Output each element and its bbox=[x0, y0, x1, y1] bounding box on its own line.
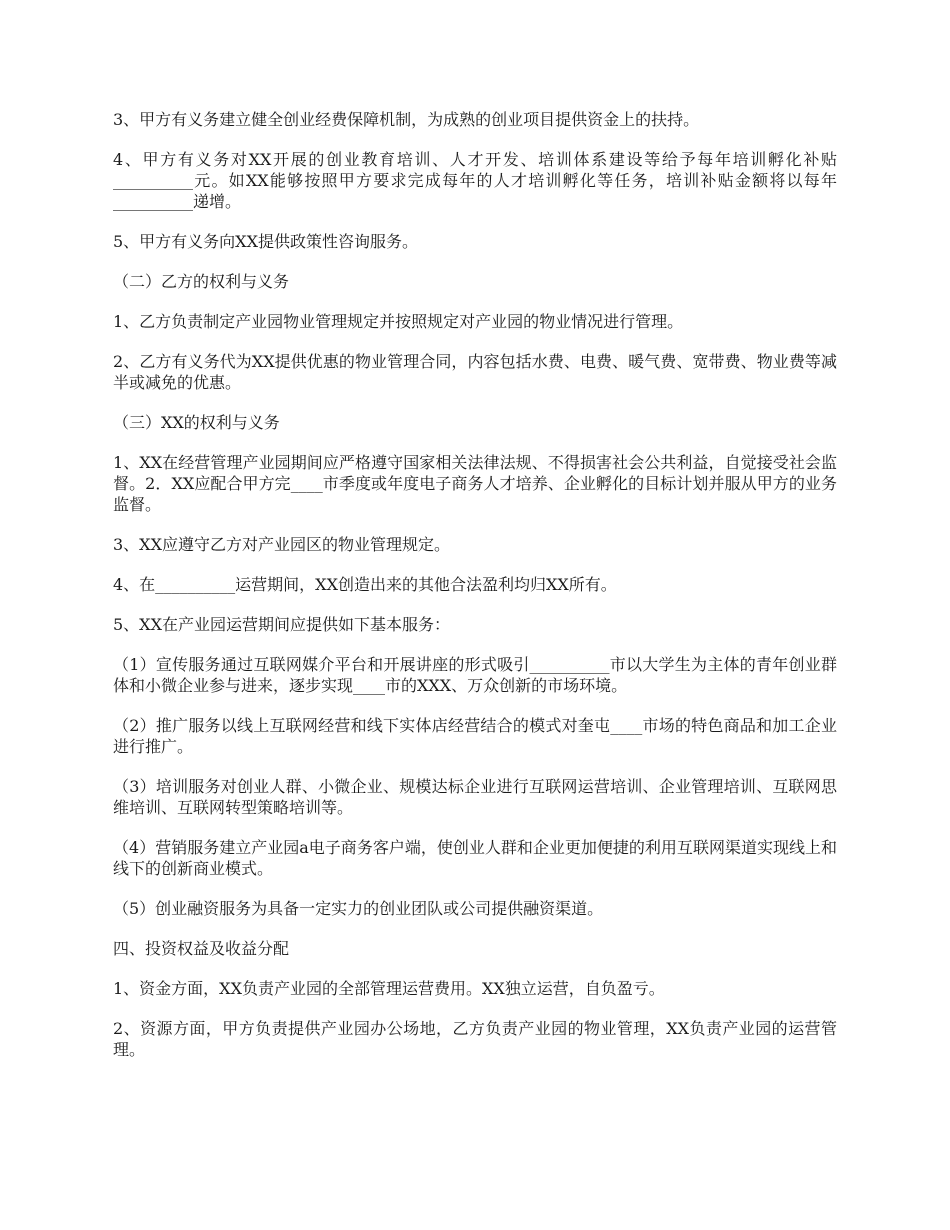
paragraph-5: 1、乙方负责制定产业园物业管理规定并按照规定对产业园的物业情况进行管理。 bbox=[113, 312, 684, 331]
section-heading-xx: （三）XX的权利与义务 bbox=[113, 413, 280, 432]
paragraph-19: 2、资源方面，甲方负责提供产业园办公场地，乙方负责产业园的物业管理，XX负责产业园的运营管理。 bbox=[113, 1019, 837, 1059]
document-page bbox=[113, 109, 837, 1079]
service-item-5: （5）创业融资服务为具备一定实力的创业团队或公司提供融资渠道。 bbox=[113, 899, 604, 918]
paragraph-10: 4、在__________运营期间，XX创造出来的其他合法盈利均归XX所有。 bbox=[113, 575, 617, 594]
section-heading-investment: 四、投资权益及收益分配 bbox=[113, 939, 290, 958]
paragraph-18: 1、资金方面，XX负责产业园的全部管理运营费用。XX独立运营，自负盈亏。 bbox=[113, 979, 665, 998]
paragraph-1: 3、甲方有义务建立健全创业经费保障机制，为成熟的创业项目提供资金上的扶持。 bbox=[113, 110, 700, 129]
service-item-2: （2）推广服务以线上互联网经营和线下实体店经营结合的模式对奎屯____市场的特色商品和加工企业进行推广。 bbox=[113, 716, 837, 756]
section-heading-party-b: （二）乙方的权利与义务 bbox=[113, 272, 290, 291]
service-item-4: （4）营销服务建立产业园a电子商务客户端，使创业人群和企业更加便捷的利用互联网渠道实现线上和线下的创新商业模式。 bbox=[113, 838, 837, 878]
paragraph-9: 3、XX应遵守乙方对产业园区的物业管理规定。 bbox=[113, 535, 450, 554]
paragraph-11: 5、XX在产业园运营期间应提供如下基本服务： bbox=[113, 615, 450, 634]
paragraph-3: 5、甲方有义务向XX提供政策性咨询服务。 bbox=[113, 232, 418, 251]
service-item-3: （3）培训服务对创业人群、小微企业、规模达标企业进行互联网运营培训、企业管理培训、互联网思维培训、互联网转型策略培训等。 bbox=[113, 777, 837, 817]
service-item-1: （1）宣传服务通过互联网媒介平台和开展讲座的形式吸引__________市以大学生为主体的青年创业群体和小微企业参与进来，逐步实现____市的XXX、万众创新的市场环境。 bbox=[113, 655, 837, 695]
paragraph-6: 2、乙方有义务代为XX提供优惠的物业管理合同，内容包括水费、电费、暖气费、宽带费、物业费等减半或减免的优惠。 bbox=[113, 352, 837, 392]
paragraph-8: 1、XX在经营管理产业园期间应严格遵守国家相关法律法规、不得损害社会公共利益，自觉接受社会监督。2．XX应配合甲方完____市季度或年度电子商务人才培养、企业孵化的目标计划并服从甲方的业务监督。 bbox=[113, 453, 837, 514]
paragraph-2: 4、甲方有义务对XX开展的创业教育培训、人才开发、培训体系建设等给予每年培训孵化补贴__________元。如XX能够按照甲方要求完成每年的人才培训孵化等任务，培训补贴金额将以每年__________递增。 bbox=[113, 150, 837, 211]
